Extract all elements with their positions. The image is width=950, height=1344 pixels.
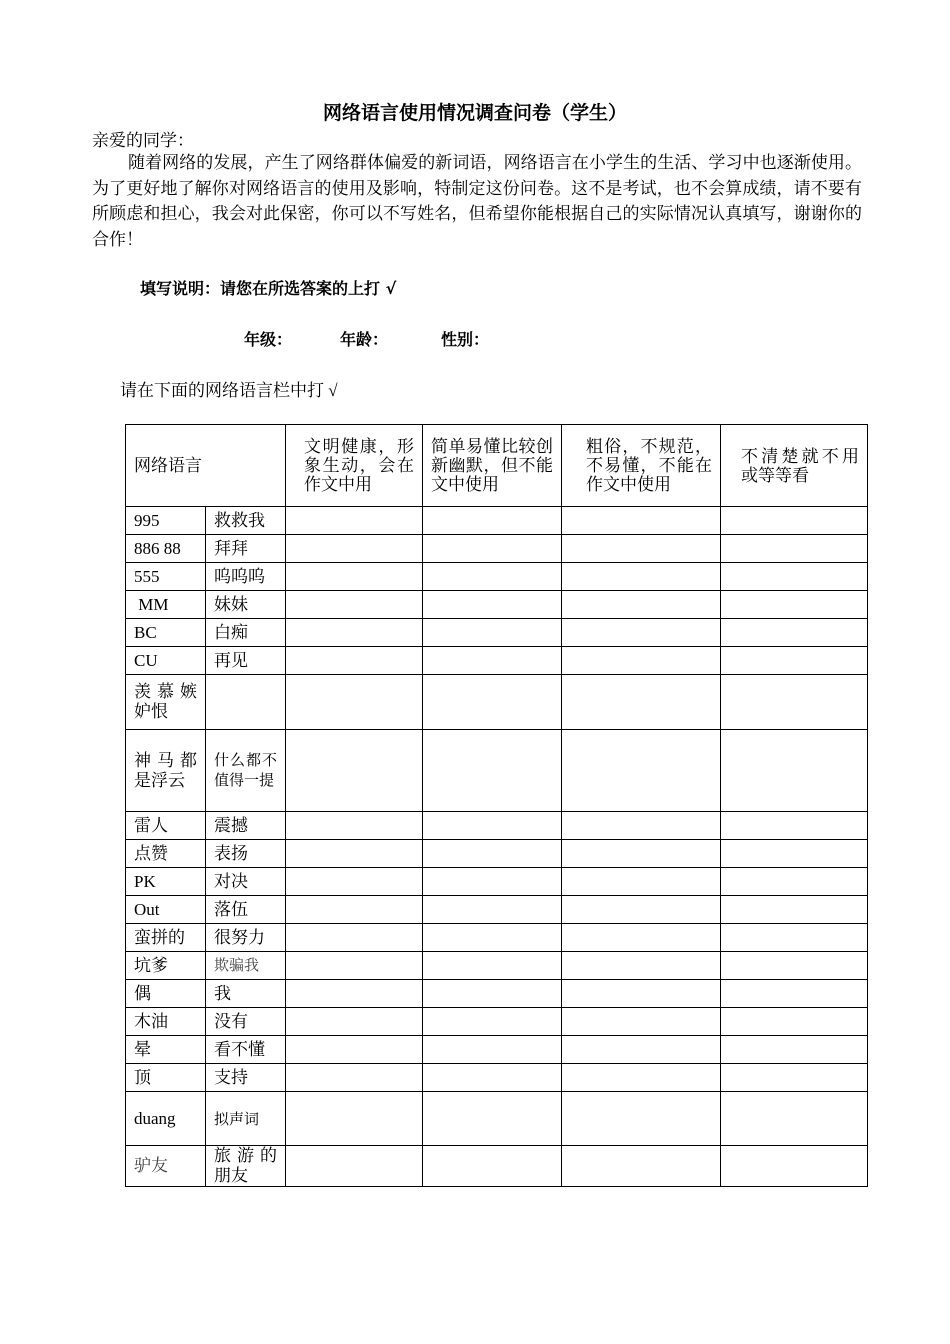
term-cell: CU [126, 647, 206, 675]
choice-cell[interactable] [562, 924, 721, 952]
choice-cell[interactable] [423, 563, 562, 591]
choice-cell[interactable] [286, 896, 423, 924]
term-cell: MM [126, 591, 206, 619]
meaning-cell: 救救我 [206, 507, 286, 535]
table-header-row [126, 425, 868, 507]
table-row [126, 812, 868, 840]
term-cell: 点赞 [126, 840, 206, 868]
choice-cell[interactable] [721, 675, 868, 730]
choice-cell[interactable] [562, 507, 721, 535]
choice-cell[interactable] [286, 840, 423, 868]
choice-cell[interactable] [286, 1036, 423, 1064]
meaning-cell: 落伍 [206, 896, 286, 924]
choice-cell[interactable] [423, 1146, 562, 1187]
choice-cell[interactable] [562, 730, 721, 812]
term-cell: 坑爹 [126, 952, 206, 980]
choice-cell[interactable] [721, 980, 868, 1008]
meaning-cell: 表扬 [206, 840, 286, 868]
choice-cell[interactable] [423, 591, 562, 619]
choice-cell[interactable] [286, 868, 423, 896]
term-cell: 顶 [126, 1064, 206, 1092]
table-row [126, 619, 868, 647]
term-cell: 995 [126, 507, 206, 535]
choice-cell[interactable] [721, 1036, 868, 1064]
option-3-header: 粗俗，不规范，不易懂，不能在作文中使用 [562, 425, 721, 507]
fill-instruction: 填写说明：请您在所选答案的上打 √ [140, 279, 397, 298]
choice-cell[interactable] [286, 924, 423, 952]
table-row [126, 507, 868, 535]
choice-cell[interactable] [562, 563, 721, 591]
meaning-cell: 拜拜 [206, 535, 286, 563]
term-cell: 886 88 [126, 535, 206, 563]
meaning-cell: 很努力 [206, 924, 286, 952]
choice-cell[interactable] [286, 591, 423, 619]
meaning-cell: 欺骗我 [206, 952, 286, 980]
meaning-cell: 白痴 [206, 619, 286, 647]
choice-cell[interactable] [562, 952, 721, 980]
meaning-cell: 我 [206, 980, 286, 1008]
choice-cell[interactable] [286, 563, 423, 591]
meaning-cell: 看不懂 [206, 1036, 286, 1064]
choice-cell[interactable] [423, 868, 562, 896]
choice-cell[interactable] [423, 507, 562, 535]
choice-cell[interactable] [423, 812, 562, 840]
choice-cell[interactable] [423, 619, 562, 647]
gender-label: 性别： [441, 330, 490, 349]
choice-cell[interactable] [423, 647, 562, 675]
meaning-cell: 旅游的朋友 [206, 1146, 286, 1187]
term-cell: 晕 [126, 1036, 206, 1064]
choice-cell[interactable] [562, 1008, 721, 1036]
choice-cell[interactable] [562, 647, 721, 675]
choice-cell[interactable] [721, 952, 868, 980]
term-cell: PK [126, 868, 206, 896]
choice-cell[interactable] [423, 952, 562, 980]
choice-cell[interactable] [286, 619, 423, 647]
table-row [126, 730, 868, 812]
table-row [126, 868, 868, 896]
choice-cell[interactable] [721, 924, 868, 952]
choice-cell[interactable] [423, 924, 562, 952]
term-cell: 木油 [126, 1008, 206, 1036]
choice-cell[interactable] [423, 1092, 562, 1146]
meaning-cell: 对决 [206, 868, 286, 896]
choice-cell[interactable] [423, 896, 562, 924]
term-cell: BC [126, 619, 206, 647]
choice-cell[interactable] [721, 591, 868, 619]
term-cell: Out [126, 896, 206, 924]
choice-cell[interactable] [423, 675, 562, 730]
choice-cell[interactable] [423, 840, 562, 868]
term-cell: 驴友 [126, 1146, 206, 1187]
choice-cell[interactable] [423, 730, 562, 812]
choice-cell[interactable] [721, 1146, 868, 1187]
term-cell: 555 [126, 563, 206, 591]
choice-cell[interactable] [562, 591, 721, 619]
table-row [126, 980, 868, 1008]
meaning-cell [206, 675, 286, 730]
choice-cell[interactable] [721, 1064, 868, 1092]
meaning-cell: 震撼 [206, 812, 286, 840]
choice-cell[interactable] [423, 1008, 562, 1036]
choice-cell[interactable] [562, 619, 721, 647]
choice-cell[interactable] [721, 1092, 868, 1146]
table-row [126, 840, 868, 868]
choice-cell[interactable] [562, 1146, 721, 1187]
choice-cell[interactable] [286, 952, 423, 980]
choice-cell[interactable] [286, 1146, 423, 1187]
choice-cell[interactable] [562, 1064, 721, 1092]
intro-paragraph: 随着网络的发展，产生了网络群体偏爱的新词语，网络语言在小学生的生活、学习中也逐渐使用。为了更好地了解你对网络语言的使用及影响，特制定这份问卷。这不是考试，也不会算成绩，请不要有所顾虑和担心，我会对此保密，你可以不写姓名，但希望你能根据自己的实际情况认真填写，谢谢你的合作！ [92, 153, 862, 249]
meaning-cell: 妹妹 [206, 591, 286, 619]
table-row [126, 924, 868, 952]
meaning-cell: 什么都不值得一提 [206, 730, 286, 812]
choice-cell[interactable] [721, 507, 868, 535]
choice-cell[interactable] [286, 507, 423, 535]
table-row [126, 675, 868, 730]
choice-cell[interactable] [423, 1064, 562, 1092]
meaning-cell: 呜呜呜 [206, 563, 286, 591]
grade-label: 年级： [244, 330, 293, 349]
header-term-cell: 网络语言 [126, 425, 286, 507]
choice-cell[interactable] [562, 896, 721, 924]
choice-cell[interactable] [721, 647, 868, 675]
choice-cell[interactable] [721, 535, 868, 563]
choice-cell[interactable] [286, 812, 423, 840]
table-row [126, 535, 868, 563]
choice-cell[interactable] [562, 980, 721, 1008]
term-cell: 羡慕嫉妒恨 [126, 675, 206, 730]
table-row [126, 1008, 868, 1036]
survey-table [125, 424, 868, 1187]
choice-cell[interactable] [286, 1064, 423, 1092]
table-row [126, 1092, 868, 1146]
choice-cell[interactable] [423, 535, 562, 563]
page-title: 网络语言使用情况调查问卷（学生） [322, 102, 627, 124]
term-cell: 蛮拼的 [126, 924, 206, 952]
choice-cell[interactable] [286, 980, 423, 1008]
choice-cell[interactable] [721, 563, 868, 591]
term-cell: 偶 [126, 980, 206, 1008]
table-row [126, 1036, 868, 1064]
greeting: 亲爱的同学： [92, 131, 194, 150]
choice-cell[interactable] [562, 1036, 721, 1064]
choice-cell[interactable] [286, 535, 423, 563]
table-row [126, 647, 868, 675]
meaning-cell: 支持 [206, 1064, 286, 1092]
choice-cell[interactable] [286, 647, 423, 675]
choice-cell[interactable] [721, 896, 868, 924]
table-prompt: 请在下面的网络语言栏中打 √ [120, 381, 338, 400]
term-cell: 神马都是浮云 [126, 730, 206, 812]
option-4-header: 不清楚就不用或等等看 [721, 425, 868, 507]
table-row [126, 563, 868, 591]
choice-cell[interactable] [721, 1008, 868, 1036]
table-row [126, 1064, 868, 1092]
choice-cell[interactable] [286, 675, 423, 730]
option-2-header: 简单易懂比较创新幽默，但不能文中使用 [423, 425, 562, 507]
table-row [126, 952, 868, 980]
table-row [126, 591, 868, 619]
choice-cell[interactable] [562, 840, 721, 868]
choice-cell[interactable] [562, 535, 721, 563]
age-label: 年龄： [340, 330, 389, 349]
meaning-cell: 再见 [206, 647, 286, 675]
choice-cell[interactable] [286, 1008, 423, 1036]
choice-cell[interactable] [721, 812, 868, 840]
choice-cell[interactable] [721, 840, 868, 868]
choice-cell[interactable] [423, 1036, 562, 1064]
choice-cell[interactable] [721, 730, 868, 812]
choice-cell[interactable] [286, 730, 423, 812]
choice-cell[interactable] [286, 1092, 423, 1146]
term-cell: duang [126, 1092, 206, 1146]
table-row [126, 1146, 868, 1187]
term-cell: 雷人 [126, 812, 206, 840]
choice-cell[interactable] [721, 868, 868, 896]
table-row [126, 896, 868, 924]
choice-cell[interactable] [721, 619, 868, 647]
choice-cell[interactable] [562, 1092, 721, 1146]
option-1-header: 文明健康，形象生动，会在作文中用 [286, 425, 423, 507]
choice-cell[interactable] [562, 812, 721, 840]
choice-cell[interactable] [423, 980, 562, 1008]
meaning-cell: 拟声词 [206, 1092, 286, 1146]
meaning-cell: 没有 [206, 1008, 286, 1036]
choice-cell[interactable] [562, 868, 721, 896]
choice-cell[interactable] [562, 675, 721, 730]
